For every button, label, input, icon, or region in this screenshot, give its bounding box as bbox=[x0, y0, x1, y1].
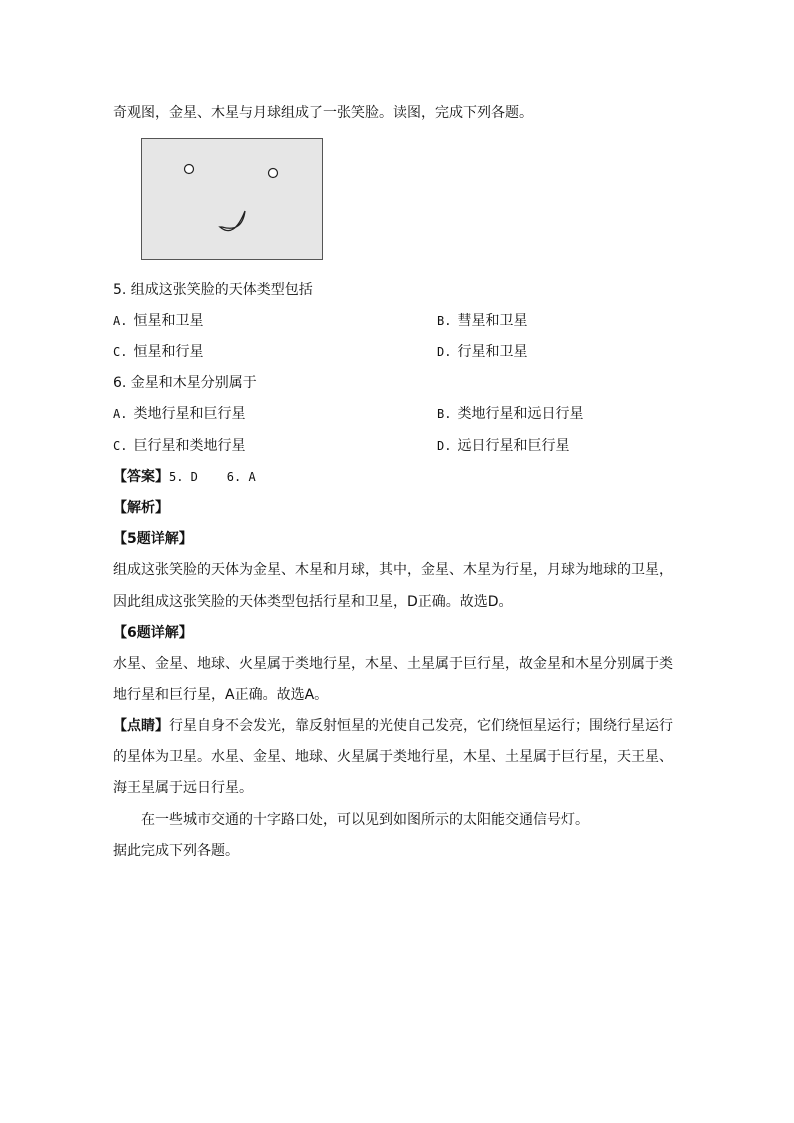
option-text: 远日行星和巨行星 bbox=[457, 438, 570, 454]
next-intro-line2: 据此完成下列各题。 bbox=[113, 843, 239, 859]
smiley-illustration bbox=[142, 139, 322, 259]
q5-option-a bbox=[113, 311, 203, 331]
detail5-line1: 组成这张笑脸的天体为金星、木星和月球，其中，金星、木星为行星，月球为地球的卫星， bbox=[113, 562, 673, 578]
moon-crescent bbox=[220, 211, 245, 231]
detail6-label: 【6题详解】 bbox=[113, 625, 193, 641]
option-text: 彗星和卫星 bbox=[457, 313, 528, 329]
q5-option-c bbox=[113, 342, 203, 362]
tip-line3: 海王星属于远日行星。 bbox=[113, 780, 253, 796]
detail6-line2: 地行星和巨行星，A正确。故选A。 bbox=[113, 687, 329, 703]
detail5-label: 【5题详解】 bbox=[113, 531, 193, 547]
tip-line1 bbox=[113, 716, 673, 736]
option-letter: B. bbox=[437, 314, 452, 328]
tip-label: 【点睛】 bbox=[113, 718, 169, 734]
q6-option-a bbox=[113, 404, 245, 424]
q6-option-d bbox=[437, 436, 569, 456]
detail6-line1: 水星、金星、地球、火星属于类地行星，木星、土星属于巨行星，故金星和木星分别属于类 bbox=[113, 656, 673, 672]
option-letter: A. bbox=[113, 407, 128, 421]
q5-option-d bbox=[437, 342, 527, 362]
q6-option-c bbox=[113, 436, 245, 456]
detail5-line2: 因此组成这张笑脸的天体类型包括行星和卫星，D正确。故选D。 bbox=[113, 594, 513, 610]
answer-label: 【答案】 bbox=[113, 469, 169, 485]
option-text: 类地行星和巨行星 bbox=[133, 406, 246, 422]
option-text: 类地行星和远日行星 bbox=[457, 406, 584, 422]
option-text: 巨行星和类地行星 bbox=[133, 438, 246, 454]
option-text: 行星和卫星 bbox=[457, 344, 528, 360]
intro-text: 奇观图，金星、木星与月球组成了一张笑脸。读图，完成下列各题。 bbox=[113, 105, 533, 121]
option-text: 恒星和卫星 bbox=[133, 313, 204, 329]
answer-line bbox=[113, 467, 256, 487]
next-intro-line1: 在一些城市交通的十字路口处，可以见到如图所示的太阳能交通信号灯。 bbox=[141, 812, 589, 828]
option-letter: C. bbox=[113, 439, 128, 453]
analysis-label: 【解析】 bbox=[113, 500, 169, 516]
smiley-figure bbox=[141, 138, 323, 260]
option-letter: B. bbox=[437, 407, 452, 421]
q6-option-b bbox=[437, 404, 583, 424]
option-text: 恒星和行星 bbox=[133, 344, 204, 360]
q5-option-b bbox=[437, 311, 527, 331]
tip-line2: 的星体为卫星。水星、金星、地球、火星属于类地行星，木星、土星属于巨行星，天王星、 bbox=[113, 749, 673, 765]
option-letter: C. bbox=[113, 345, 128, 359]
q5-stem: 5. 组成这张笑脸的天体类型包括 bbox=[113, 282, 313, 298]
q6-stem: 6. 金星和木星分别属于 bbox=[113, 375, 257, 391]
tip-text: 行星自身不会发光，靠反射恒星的光使自己发亮，它们绕恒星运行；围绕行星运行 bbox=[169, 718, 673, 734]
answer-value: 5. D 6. A bbox=[169, 470, 256, 484]
option-letter: D. bbox=[437, 345, 452, 359]
venus-circle bbox=[185, 165, 194, 174]
option-letter: A. bbox=[113, 314, 128, 328]
jupiter-circle bbox=[269, 169, 278, 178]
option-letter: D. bbox=[437, 439, 452, 453]
